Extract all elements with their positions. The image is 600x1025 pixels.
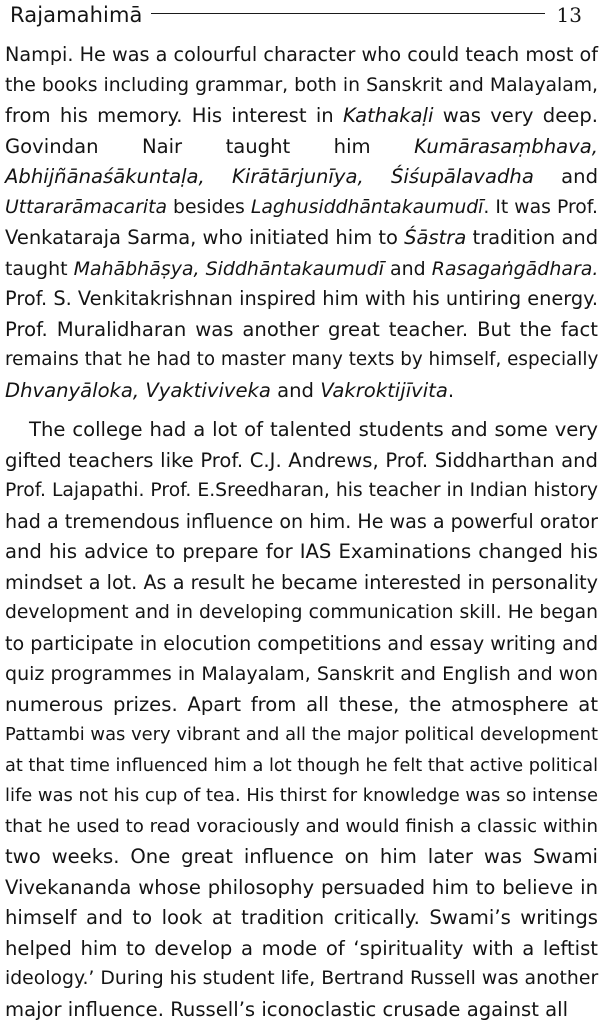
text-run: quiz programmes in Malayalam, Sanskrit and English and won (5, 663, 598, 685)
text-run: . (448, 379, 454, 402)
text-line (5, 751, 598, 782)
text-run: mindset a lot. As a result he became interested in personality (5, 571, 598, 594)
text-line (5, 903, 598, 934)
text-run: besides (167, 197, 251, 218)
text-run: The college had a lot of talented students and some very (29, 418, 598, 441)
paragraph-1 (5, 40, 598, 406)
italic-title: Uttararāmacarita (5, 197, 167, 218)
text-run: had a tremendous influence on him. He was a powerful orator (5, 511, 598, 533)
page-number: 13 (557, 3, 582, 27)
text-line (5, 476, 598, 507)
text-run: to participate in elocution competitions and essay writing and (5, 632, 598, 655)
text-line (5, 812, 598, 843)
text-line (5, 40, 598, 71)
text-run: from his memory. His interest in (5, 104, 343, 127)
text-run: himself and to look at tradition critically. Swami’s writings (5, 906, 598, 929)
text-run: the books including grammar, both in Sanskrit and Malayalam, (5, 75, 598, 96)
text-run: ideology.’ During his student life, Bertrand Russell was another (5, 968, 598, 989)
text-line (5, 71, 598, 102)
text-run: remains that he had to master many texts by himself, especially (5, 349, 598, 370)
text-run: major influence. Russell’s iconoclastic crusade against all (5, 998, 568, 1021)
body-text (5, 40, 598, 1025)
header-rule (151, 13, 545, 14)
italic-title: Mahābhāṣya, Siddhāntakaumudī (74, 258, 384, 280)
text-run: Govindan Nair taught him (5, 135, 414, 158)
italic-title: Abhijñānaśākuntaḷa, Kirātārjunīya, Śiśupālavadha (5, 165, 534, 188)
paragraph-2 (5, 415, 598, 1025)
text-run: that he used to read voraciously and would finish a classic within (5, 816, 598, 837)
text-run: . It was Prof. (483, 197, 598, 218)
italic-title: Vakroktijīvita (320, 379, 448, 402)
text-run: development and in developing communication skill. He began (5, 602, 598, 623)
text-line (5, 162, 598, 193)
text-run: at that time influenced him a lot though he felt that active political (5, 756, 598, 776)
text-line (5, 659, 598, 690)
italic-title: Laghusiddhāntakaumudī (251, 197, 484, 218)
text-line (5, 568, 598, 599)
text-run: Prof. Muralidharan was another great teacher. But the fact (5, 318, 598, 341)
text-run: Pattambi was very vibrant and all the major political development (5, 724, 598, 745)
text-line (5, 254, 598, 285)
running-head-title: Rajamahimā (10, 3, 143, 27)
text-line (5, 415, 598, 446)
text-run: Prof. Lajapathi. Prof. E.Sreedharan, his teacher in Indian history (5, 480, 598, 501)
text-line (5, 101, 598, 132)
text-line (5, 720, 598, 751)
text-line (5, 690, 598, 721)
italic-title: Śāstra (404, 226, 466, 249)
text-run: numerous prizes. Apart from all these, the atmosphere at (5, 693, 598, 716)
text-line (5, 376, 598, 407)
italic-title: Dhvanyāloka, Vyaktiviveka (5, 379, 271, 402)
text-run: was very deep. (433, 104, 598, 127)
text-line (5, 995, 598, 1025)
text-line (5, 284, 598, 315)
text-line (5, 934, 598, 965)
text-run: and his advice to prepare for IAS Examinations changed his (5, 540, 598, 563)
text-line (5, 345, 598, 376)
text-run: and (534, 165, 598, 188)
text-line (5, 132, 598, 163)
italic-title: Kathakaḷi (343, 104, 434, 127)
text-run: Nampi. He was a colourful character who could teach most of (5, 43, 598, 66)
text-run: Venkataraja Sarma, who initiated him to (5, 226, 404, 249)
text-run: helped him to develop a mode of ‘spirituality with a leftist (5, 937, 598, 960)
text-line (5, 964, 598, 995)
text-line (5, 507, 598, 538)
text-run: and (384, 258, 432, 280)
text-line (5, 598, 598, 629)
text-line (5, 629, 598, 660)
text-run: and (271, 379, 320, 402)
text-run: two weeks. One great influence on him later was Swami (5, 845, 598, 868)
text-line (5, 537, 598, 568)
italic-title: Rasagaṅgādhara. (432, 258, 599, 280)
text-line (5, 873, 598, 904)
text-line (5, 193, 598, 224)
text-run: tradition and (466, 226, 598, 249)
text-run: Vivekananda whose philosophy persuaded him to believe in (5, 876, 598, 899)
text-line (5, 781, 598, 812)
text-line (5, 315, 598, 346)
text-line (5, 842, 598, 873)
text-run: taught (5, 258, 74, 280)
text-run: life was not his cup of tea. His thirst for knowledge was so intense (5, 785, 598, 806)
text-run: gifted teachers like Prof. C.J. Andrews, Prof. Siddharthan and (5, 449, 598, 472)
text-line (5, 223, 598, 254)
running-header (10, 0, 590, 30)
text-line (5, 446, 598, 477)
italic-title: Kumārasaṃbhava, (414, 135, 598, 158)
text-run: Prof. S. Venkitakrishnan inspired him with his untiring energy. (5, 287, 598, 310)
